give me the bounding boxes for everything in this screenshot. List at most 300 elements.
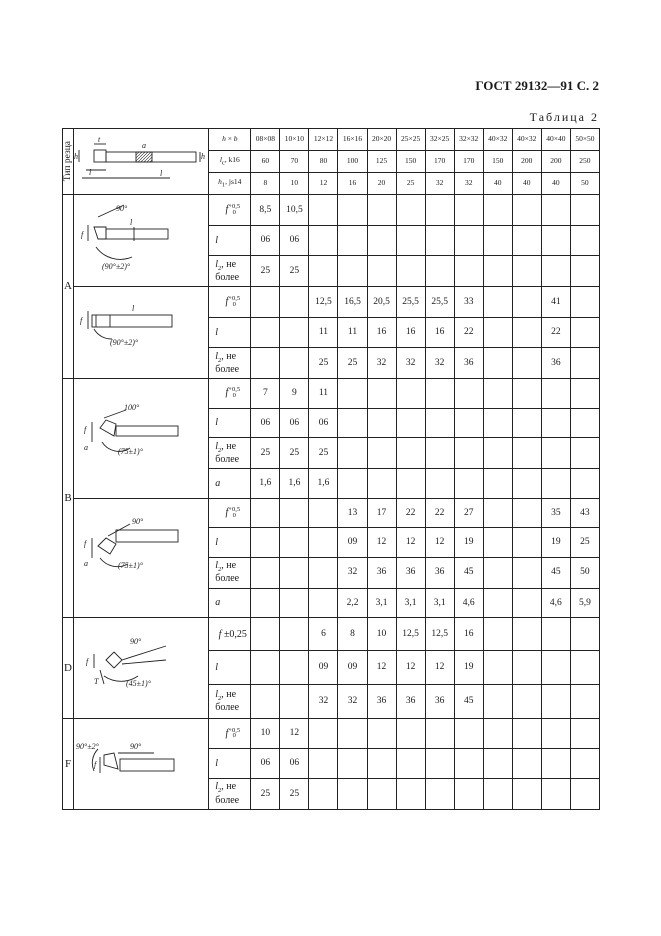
table-cell	[570, 348, 599, 379]
table-cell	[512, 317, 541, 348]
table-cell: 32	[396, 348, 425, 379]
table-cell: 25,5	[425, 287, 454, 318]
header-value: 12×12	[309, 129, 338, 151]
table-cell: 11	[338, 317, 367, 348]
table-cell	[570, 618, 599, 651]
param-label: $l_2$, не более	[209, 438, 251, 469]
table-cell: 32	[338, 557, 367, 588]
document-header: ГОСТ 29132—91 С. 2	[475, 78, 599, 93]
sketch-angle-label: 90°	[132, 516, 144, 526]
table-cell	[483, 287, 512, 318]
table-cell: 16,5	[338, 287, 367, 318]
svg-text:f: f	[84, 425, 87, 435]
table-cell: 12	[425, 651, 454, 684]
table-cell: 36	[396, 684, 425, 718]
table-cell	[396, 256, 425, 287]
table-cell	[512, 379, 541, 409]
table-cell: 11	[309, 379, 338, 409]
header-value: 20	[367, 173, 396, 195]
table-cell	[483, 778, 512, 809]
table-cell	[309, 588, 338, 618]
table-cell	[570, 684, 599, 718]
table-cell: 12	[367, 651, 396, 684]
table-cell: 09	[338, 651, 367, 684]
header-param	[209, 173, 251, 195]
header-value: 08×08	[251, 129, 280, 151]
table-cell	[570, 195, 599, 226]
svg-text:a: a	[142, 140, 147, 150]
dimensions-table	[62, 128, 600, 810]
table-cell	[280, 588, 309, 618]
table-cell: 12	[367, 528, 396, 558]
table-cell	[251, 684, 280, 718]
table-cell: 06	[280, 225, 309, 256]
param-label: l	[209, 748, 251, 778]
table-cell: 2,2	[338, 588, 367, 618]
header-value: 40	[483, 173, 512, 195]
table-cell	[280, 498, 309, 528]
table-cell	[338, 379, 367, 409]
header-value: 16	[338, 173, 367, 195]
table-cell: 22	[396, 498, 425, 528]
header-value: 40	[541, 173, 570, 195]
table-cell	[425, 778, 454, 809]
table-cell	[570, 719, 599, 749]
table-cell: 32	[367, 348, 396, 379]
table-cell	[512, 195, 541, 226]
table-cell	[280, 557, 309, 588]
table-cell	[309, 195, 338, 226]
table-cell: 11	[309, 317, 338, 348]
table-cell: 06	[251, 408, 280, 438]
param-label: $l_2$, не более	[209, 557, 251, 588]
table-cell	[483, 317, 512, 348]
table-cell: 06	[280, 748, 309, 778]
table-cell: 45	[454, 684, 483, 718]
table-cell: 16	[367, 317, 396, 348]
table-cell	[280, 684, 309, 718]
header-value: 40×32	[483, 129, 512, 151]
header-value: 25×25	[396, 129, 425, 151]
table-cell	[512, 684, 541, 718]
table-cell	[280, 348, 309, 379]
table-cell: 19	[541, 528, 570, 558]
param-label: $l_2$, не более	[209, 348, 251, 379]
table-cell	[570, 778, 599, 809]
table-cell	[251, 498, 280, 528]
table-cell	[512, 618, 541, 651]
header-value: 10×10	[280, 129, 309, 151]
table-cell	[570, 379, 599, 409]
table-cell: 36	[425, 557, 454, 588]
table-cell: 10	[367, 618, 396, 651]
table-cell: 36	[396, 557, 425, 588]
table-cell	[309, 557, 338, 588]
param-label: l	[209, 528, 251, 558]
table-cell: 25	[338, 348, 367, 379]
svg-text:h: h	[201, 151, 206, 161]
sketch-angle-label: (90°±2)°	[102, 261, 131, 271]
table-cell	[338, 778, 367, 809]
sketch-angle-label: (90°±2)°	[110, 337, 139, 347]
table-cell	[483, 348, 512, 379]
table-cell	[570, 651, 599, 684]
table-cell: 8	[338, 618, 367, 651]
header-value: 8	[251, 173, 280, 195]
table-cell	[251, 588, 280, 618]
header-value: 32	[454, 173, 483, 195]
table-cell: 12	[280, 719, 309, 749]
table-cell	[367, 195, 396, 226]
table-cell	[309, 528, 338, 558]
table-cell: 7	[251, 379, 280, 409]
table-cell	[512, 287, 541, 318]
table-cell	[396, 778, 425, 809]
table-cell: 25	[280, 778, 309, 809]
header-row	[63, 129, 600, 151]
sketch-angle-label: (75±1)°	[118, 447, 143, 457]
type-column-label: Тип резца	[63, 141, 73, 182]
table-cell	[367, 225, 396, 256]
table-cell	[280, 618, 309, 651]
table-cell: 09	[338, 528, 367, 558]
table-cell	[367, 379, 396, 409]
table-cell: 4,6	[541, 588, 570, 618]
cutter-sketch-b2	[74, 498, 209, 618]
table-cell	[396, 408, 425, 438]
table-cell	[570, 225, 599, 256]
table-cell	[541, 684, 570, 718]
svg-text:l: l	[130, 217, 133, 227]
table-cell	[512, 256, 541, 287]
header-value: 40×40	[541, 129, 570, 151]
table-cell	[454, 195, 483, 226]
header-value: 16×16	[338, 129, 367, 151]
table-cell	[512, 748, 541, 778]
table-cell	[483, 408, 512, 438]
table-cell	[483, 557, 512, 588]
table-cell	[396, 438, 425, 469]
table-cell: 22	[541, 317, 570, 348]
table-cell	[251, 557, 280, 588]
table-cell	[483, 256, 512, 287]
table-cell	[251, 528, 280, 558]
table-cell: 25	[309, 438, 338, 469]
param-label: $l_2$, не более	[209, 256, 251, 287]
param-label: $l_2$, не более	[209, 778, 251, 809]
svg-text:t: t	[98, 134, 101, 144]
param-label: f +0,5 0	[209, 287, 251, 318]
table-cell	[425, 438, 454, 469]
table-cell	[483, 651, 512, 684]
table-cell	[541, 408, 570, 438]
header-value: 200	[541, 151, 570, 173]
table-cell: 13	[338, 498, 367, 528]
svg-text:l: l	[89, 167, 92, 177]
size-label: h × b	[222, 134, 238, 144]
header-value: 40	[512, 173, 541, 195]
table-cell	[512, 719, 541, 749]
table-cell	[309, 225, 338, 256]
param-label: f ±0,25	[209, 618, 251, 651]
header-value: 80	[309, 151, 338, 173]
table-cell: 16	[396, 317, 425, 348]
table-cell: 25	[251, 256, 280, 287]
cutter-sketch-a1	[74, 195, 209, 287]
header-value: 125	[367, 151, 396, 173]
table-cell	[425, 408, 454, 438]
sketch-angle-label: 90°	[116, 203, 128, 213]
table-cell	[483, 588, 512, 618]
table-cell	[338, 195, 367, 226]
table-cell: 43	[570, 498, 599, 528]
table-cell: 6	[309, 618, 338, 651]
table-cell: 16	[425, 317, 454, 348]
table-cell: 12,5	[396, 618, 425, 651]
table-cell	[483, 379, 512, 409]
table-cell	[483, 684, 512, 718]
table-cell	[483, 438, 512, 469]
cutter-sketch-f	[74, 719, 209, 810]
cutter-type: B	[63, 379, 74, 618]
header-value: 32×25	[425, 129, 454, 151]
table-cell	[251, 317, 280, 348]
table-cell: 12,5	[309, 287, 338, 318]
param-label: f +0,5 0	[209, 719, 251, 749]
table-cell	[570, 748, 599, 778]
table-cell: 12	[425, 528, 454, 558]
table-cell: 19	[454, 528, 483, 558]
table-cell: 3,1	[367, 588, 396, 618]
header-value: 20×20	[367, 129, 396, 151]
table-cell	[512, 557, 541, 588]
table-cell: 12	[396, 528, 425, 558]
svg-text:f: f	[80, 315, 83, 325]
header-param	[209, 151, 251, 173]
param-label: a	[209, 588, 251, 618]
cutter-type: A	[63, 195, 74, 379]
table-cell: 10,5	[280, 195, 309, 226]
table-cell	[512, 778, 541, 809]
table-cell	[483, 618, 512, 651]
table-cell	[570, 438, 599, 469]
table-cell	[483, 469, 512, 499]
table-cell	[512, 528, 541, 558]
table-cell: 3,1	[396, 588, 425, 618]
table-cell: 36	[367, 557, 396, 588]
table-cell	[483, 225, 512, 256]
header-value: 32	[425, 173, 454, 195]
table-cell	[396, 469, 425, 499]
table-cell	[309, 498, 338, 528]
table-cell	[454, 778, 483, 809]
table-cell	[425, 469, 454, 499]
header-value: 25	[396, 173, 425, 195]
param-label: l	[209, 225, 251, 256]
svg-text:f: f	[84, 538, 87, 548]
table-cell	[396, 379, 425, 409]
table-cell	[541, 469, 570, 499]
cutter-type: F	[63, 719, 74, 810]
header-value: 150	[483, 151, 512, 173]
table-cell: 36	[367, 684, 396, 718]
table-cell	[396, 225, 425, 256]
table-cell: 32	[309, 684, 338, 718]
table-cell	[512, 588, 541, 618]
table-cell: 06	[280, 408, 309, 438]
header-value: 12	[309, 173, 338, 195]
table-cell: 1,6	[309, 469, 338, 499]
table-cell	[338, 719, 367, 749]
table-cell: 36	[454, 348, 483, 379]
table-cell	[483, 748, 512, 778]
table-cell: 22	[425, 498, 454, 528]
table-cell	[454, 438, 483, 469]
holder-sketch	[74, 130, 207, 194]
table-cell	[309, 778, 338, 809]
header-value: 170	[425, 151, 454, 173]
cutter-sketch-b1	[74, 379, 209, 499]
table-cell: 17	[367, 498, 396, 528]
table-cell	[512, 408, 541, 438]
table-cell: 32	[338, 684, 367, 718]
table-cell: 8,5	[251, 195, 280, 226]
table-cell: 22	[454, 317, 483, 348]
header-value: 50×50	[570, 129, 599, 151]
table-cell	[541, 748, 570, 778]
param-label: f +0,5 0	[209, 195, 251, 226]
table-cell: 4,6	[454, 588, 483, 618]
table-cell	[396, 719, 425, 749]
table-cell: 12	[396, 651, 425, 684]
svg-text:f: f	[86, 657, 89, 666]
table-cell	[512, 225, 541, 256]
param-label: l	[209, 651, 251, 684]
table-cell	[338, 225, 367, 256]
cutter-sketch-a2	[74, 287, 209, 379]
h1-label: $h_1$, js14	[218, 177, 242, 189]
table-cell	[541, 438, 570, 469]
header-param	[209, 129, 251, 151]
table-cell	[541, 195, 570, 226]
table-cell: 12,5	[425, 618, 454, 651]
param-label: f +0,5 0	[209, 498, 251, 528]
table-cell: 9	[280, 379, 309, 409]
table-cell: 25	[280, 256, 309, 287]
table-cell	[396, 195, 425, 226]
table-caption: Таблица 2	[529, 110, 599, 124]
table-cell: 06	[251, 748, 280, 778]
table-row	[63, 498, 600, 528]
table-cell	[425, 225, 454, 256]
table-cell: 32	[425, 348, 454, 379]
svg-text:T: T	[94, 677, 99, 686]
table-cell	[367, 778, 396, 809]
param-label: l	[209, 408, 251, 438]
table-cell	[541, 719, 570, 749]
cutter-type: D	[63, 618, 74, 719]
cutter-sketch-d	[74, 618, 209, 719]
table-cell	[483, 719, 512, 749]
table-cell	[454, 469, 483, 499]
table-cell: 36	[541, 348, 570, 379]
table-cell: 50	[570, 557, 599, 588]
table-cell: 06	[251, 225, 280, 256]
table-cell	[338, 748, 367, 778]
table-cell	[425, 719, 454, 749]
table-cell: 45	[454, 557, 483, 588]
table-cell	[367, 438, 396, 469]
table-cell: 35	[541, 498, 570, 528]
sketch-angle-label: 90°	[130, 742, 142, 751]
header-value: 250	[570, 151, 599, 173]
sketch-angle-label: 90°	[130, 637, 142, 646]
table-cell	[338, 408, 367, 438]
table-cell: 25	[309, 348, 338, 379]
svg-text:a: a	[84, 443, 89, 453]
table-cell: 25	[280, 438, 309, 469]
table-cell	[338, 256, 367, 287]
param-label: l	[209, 317, 251, 348]
sketch-angle-label: (75±1)°	[118, 560, 143, 570]
table-cell: 1,6	[280, 469, 309, 499]
svg-text:l: l	[160, 168, 163, 178]
table-cell	[454, 225, 483, 256]
table-row	[63, 379, 600, 409]
table-cell	[425, 256, 454, 287]
table-cell: 1,6	[251, 469, 280, 499]
header-value: 40×32	[512, 129, 541, 151]
table-cell	[251, 348, 280, 379]
table-cell	[367, 719, 396, 749]
table-cell	[570, 469, 599, 499]
table-cell	[280, 317, 309, 348]
table-cell	[512, 438, 541, 469]
table-cell	[541, 651, 570, 684]
header-value: 100	[338, 151, 367, 173]
table-cell	[338, 469, 367, 499]
table-cell: 09	[309, 651, 338, 684]
table-cell: 5,9	[570, 588, 599, 618]
table-cell	[570, 256, 599, 287]
table-cell: 10	[251, 719, 280, 749]
svg-text:f: f	[94, 760, 97, 769]
table-cell: 27	[454, 498, 483, 528]
table-row	[63, 195, 600, 226]
table-cell	[512, 498, 541, 528]
table-cell	[309, 256, 338, 287]
table-cell	[454, 256, 483, 287]
table-cell	[425, 748, 454, 778]
header-sketch	[74, 129, 209, 195]
type-column-header	[63, 129, 74, 195]
table-cell: 25	[570, 528, 599, 558]
table-cell	[483, 498, 512, 528]
table-cell	[338, 438, 367, 469]
header-value: 200	[512, 151, 541, 173]
header-value: 150	[396, 151, 425, 173]
svg-text:f: f	[81, 229, 84, 239]
table-cell	[425, 195, 454, 226]
table-cell: 20,5	[367, 287, 396, 318]
table-row	[63, 719, 600, 749]
table-cell	[541, 379, 570, 409]
table-cell: 25	[251, 438, 280, 469]
table-cell: 33	[454, 287, 483, 318]
table-cell	[454, 748, 483, 778]
svg-text:a: a	[84, 558, 89, 568]
header-value: 10	[280, 173, 309, 195]
